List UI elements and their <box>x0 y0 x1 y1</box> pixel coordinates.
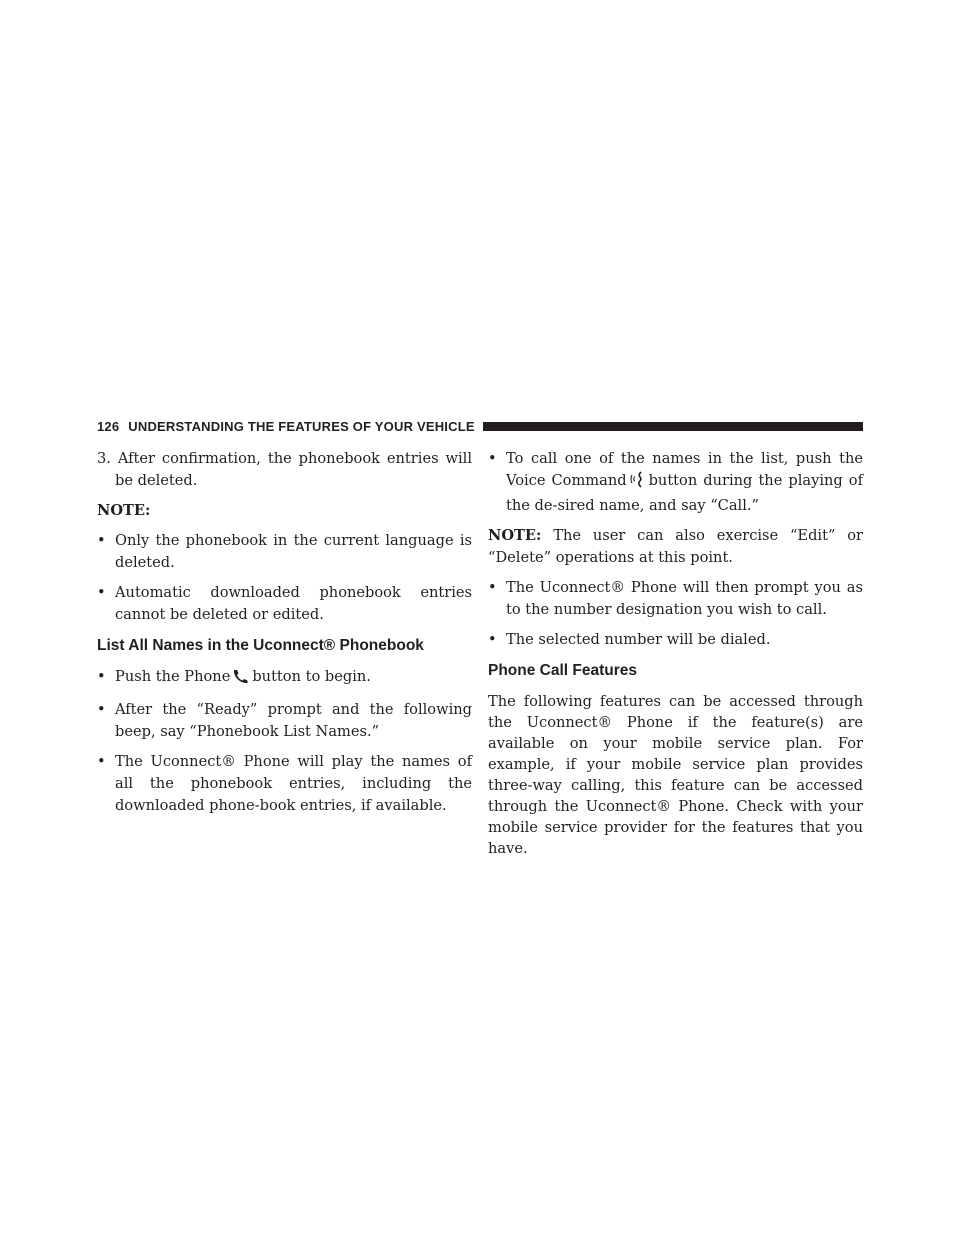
bullet-glyph: • <box>488 631 497 648</box>
note-bullet-text: Only the phonebook in the current language is deleted. <box>115 532 472 571</box>
bullet-glyph: • <box>97 668 106 685</box>
note-bullet <box>97 530 472 574</box>
call-before: To call one of the names in the list, push the Voice Command <box>506 450 863 489</box>
prompt-number-text: The Uconnect® Phone will then prompt you as to the number designation you wish to call. <box>506 579 863 618</box>
push-phone-bullet <box>97 666 472 691</box>
page-header <box>97 417 863 435</box>
phone-icon <box>232 669 249 691</box>
note-bullet <box>97 582 472 626</box>
bullet-glyph: • <box>488 579 497 596</box>
left-column <box>97 448 472 825</box>
push-phone-before: Push the Phone <box>115 668 231 685</box>
note-bullet-text: Automatic downloaded phonebook entries cannot be deleted or edited. <box>115 584 472 623</box>
note-paragraph <box>488 525 863 569</box>
page-number: 126 <box>97 418 120 434</box>
dialed-text: The selected number will be dialed. <box>506 631 771 648</box>
prompt-number-bullet <box>488 577 863 621</box>
right-column <box>488 448 863 859</box>
note-text: The user can also exercise “Edit” or “Delete” operations at this point. <box>488 527 864 566</box>
play-names-bullet <box>97 751 472 817</box>
note-label: NOTE: <box>488 527 542 544</box>
phone-call-features-paragraph: The following features can be accessed through the Uconnect® Phone if the feature(s) are available on your mobile service plan. For example, if your mobile service plan provides three-way calling, this feature can be accessed through the Uconnect® Phone. Check with your mobile service provider for the features that you have. <box>488 693 863 857</box>
list-names-heading: List All Names in the Uconnect® Phonebook <box>97 637 424 654</box>
play-names-text: The Uconnect® Phone will play the names of all the phonebook entries, including the downloaded phone-book entries, if available. <box>115 753 472 814</box>
note-heading: NOTE: <box>97 502 151 519</box>
bullet-glyph: • <box>97 532 106 549</box>
call-after: button during the playing of the de-sired name, and say “Call.” <box>506 472 863 514</box>
header-rule <box>483 422 863 431</box>
step-3: 3. After confirmation, the phonebook entries will be deleted. <box>97 450 472 489</box>
bullet-glyph: • <box>97 584 106 601</box>
voice-command-icon <box>629 471 646 495</box>
ready-prompt-text: After the “Ready” prompt and the following beep, say “Phonebook List Names.” <box>115 701 472 740</box>
bullet-glyph: • <box>488 450 497 467</box>
section-title: UNDERSTANDING THE FEATURES OF YOUR VEHICLE <box>128 418 475 434</box>
bullet-glyph: • <box>97 753 106 770</box>
call-name-bullet <box>488 448 863 517</box>
bullet-glyph: • <box>97 701 106 718</box>
phone-call-features-heading: Phone Call Features <box>488 662 638 679</box>
ready-prompt-bullet <box>97 699 472 743</box>
dialed-bullet <box>488 629 863 651</box>
push-phone-after: button to begin. <box>252 668 371 685</box>
